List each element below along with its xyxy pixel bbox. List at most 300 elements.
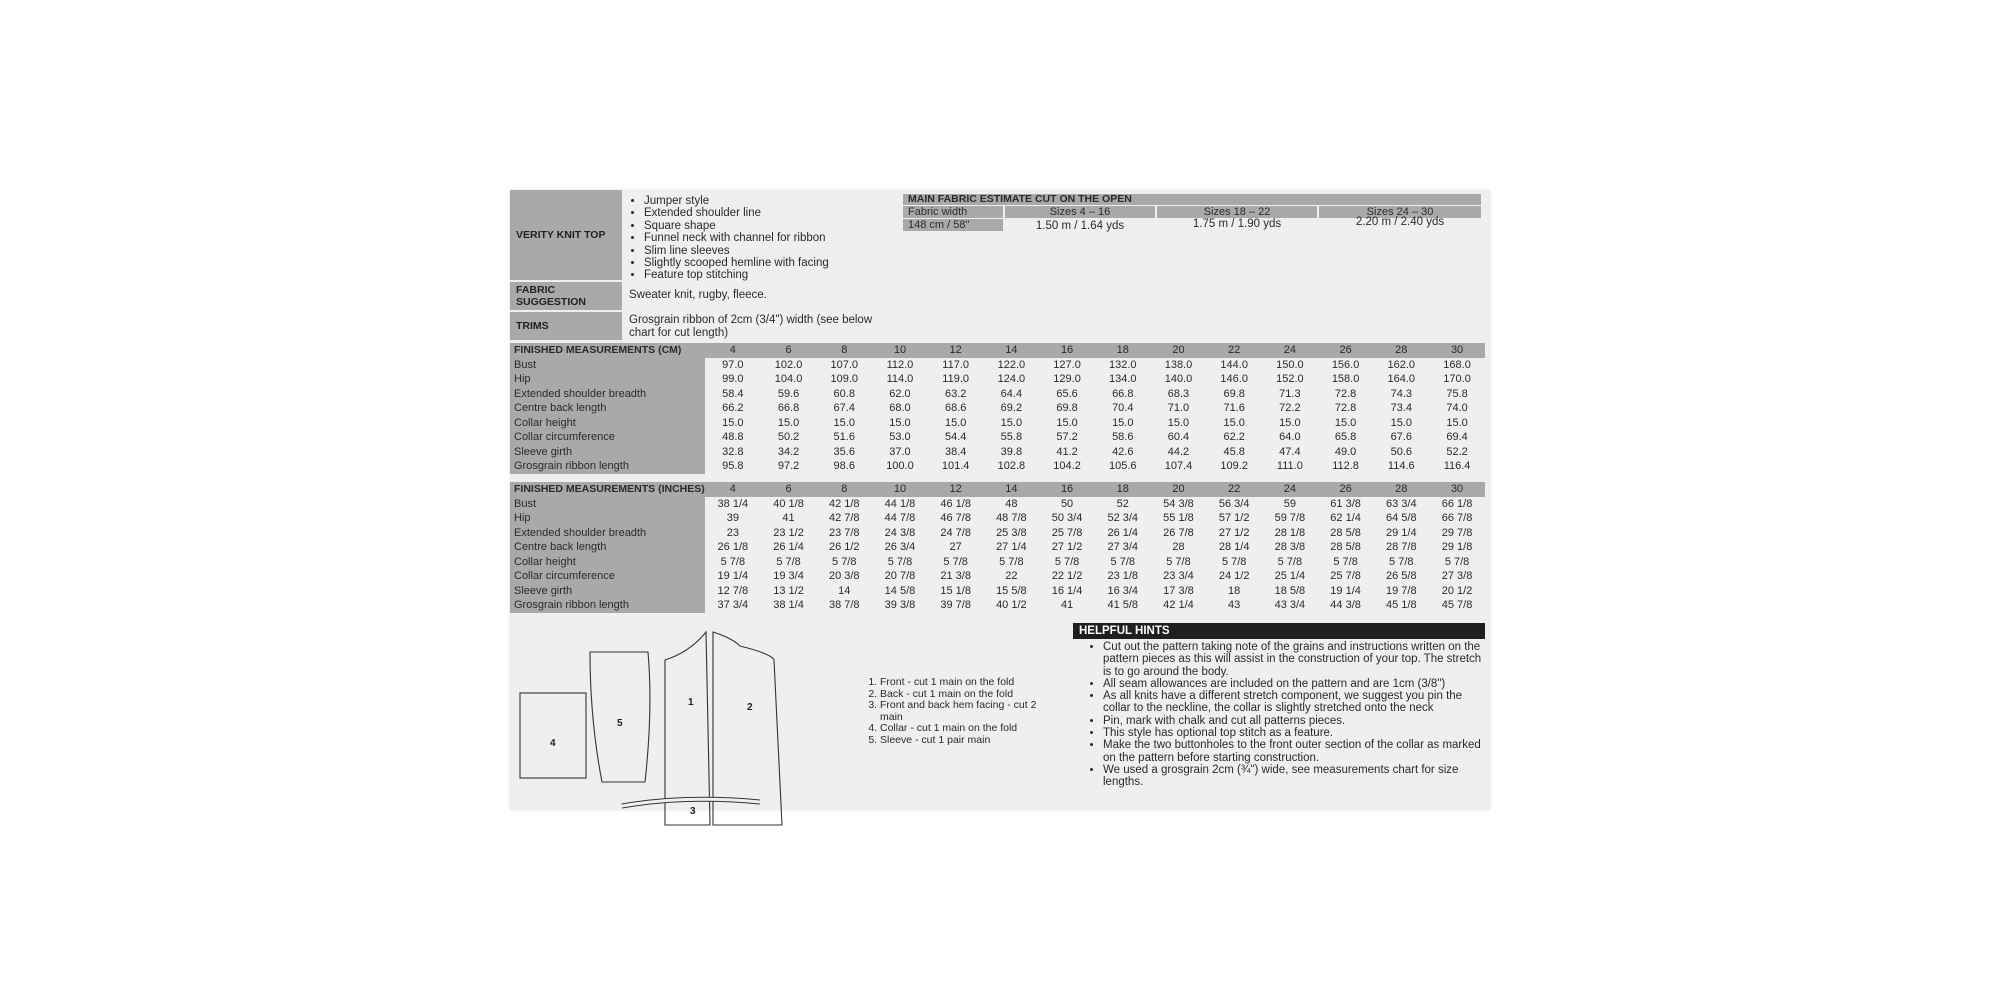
size-header: 24 — [1262, 482, 1318, 497]
back-piece — [713, 632, 782, 825]
measurement-value: 134.0 — [1109, 373, 1137, 386]
table-row — [510, 358, 1485, 373]
hint-item: • Make the two buttonholes to the front outer section of the collar as marked on the pattern before starting construction. — [1103, 739, 1485, 764]
fabric-estimate-value: 1.75 m / 1.90 yds — [1192, 218, 1282, 230]
trims-label: TRIMS — [510, 312, 622, 340]
measurement-value: 19 7/8 — [1385, 584, 1417, 597]
measurement-value: 15.0 — [833, 416, 855, 429]
size-header: 26 — [1318, 343, 1374, 358]
table-row — [510, 372, 1485, 387]
size-header: 8 — [816, 343, 872, 358]
measurement-value: 50.6 — [1390, 445, 1412, 458]
measurement-value: 41 5/8 — [1107, 599, 1139, 612]
measurement-value: 5 7/8 — [1110, 555, 1135, 568]
measurement-value: 156.0 — [1331, 358, 1360, 371]
measurement-value: 112.8 — [1332, 460, 1359, 473]
size-header: 30 — [1429, 482, 1485, 497]
measurement-value: 150.0 — [1276, 358, 1304, 371]
measurement-value: 26 1/8 — [717, 541, 749, 554]
measurement-value: 5 7/8 — [1277, 555, 1303, 568]
measurement-value: 54.4 — [944, 431, 967, 444]
piece-number-1: 1 — [688, 697, 694, 708]
measurement-value: 23 7/8 — [828, 526, 860, 539]
measurement-value: 146.0 — [1220, 373, 1248, 386]
fabric-width-value: 148 cm / 58" — [903, 219, 1003, 231]
hint-item: • As all knits have a different stretch component, we suggest you pin the collar to the neckline, the collar is slightly stretched onto the neck — [1103, 690, 1485, 715]
measurement-value: 97.2 — [777, 460, 800, 473]
measurement-value: 71.3 — [1279, 387, 1301, 400]
measurement-value: 22 — [1005, 570, 1018, 583]
measurement-value: 61 3/8 — [1330, 497, 1361, 510]
measurement-value: 44 1/8 — [884, 497, 916, 510]
table-row — [510, 511, 1485, 526]
table-row — [510, 497, 1485, 512]
measurement-value: 63.2 — [944, 387, 967, 400]
measurement-value: 41 — [1060, 599, 1074, 612]
measurement-value: 49.0 — [1334, 445, 1357, 458]
legend-item: 5. Sleeve - cut 1 pair main — [880, 735, 1055, 747]
table-row — [510, 526, 1485, 541]
measurement-value: 39 7/8 — [940, 599, 971, 612]
measurement-value: 52.2 — [1446, 445, 1468, 458]
measurement-value: 64.0 — [1279, 431, 1301, 444]
measurement-value: 27 — [949, 541, 962, 554]
measurement-value: 17 3/8 — [1163, 584, 1194, 597]
measurement-value: 21 3/8 — [940, 570, 971, 583]
measurement-value: 29 7/8 — [1441, 526, 1473, 539]
table-row — [510, 459, 1485, 474]
measurement-value: 28 3/8 — [1274, 541, 1306, 554]
measurement-value: 53.0 — [889, 431, 911, 444]
helpful-hints-title: HELPFUL HINTS — [1073, 623, 1485, 639]
measurement-value: 69.2 — [1000, 402, 1023, 415]
measurement-value: 16 1/4 — [1051, 584, 1083, 597]
measurement-value: 15.0 — [1390, 416, 1412, 429]
measurement-label: Collar circumference — [510, 569, 705, 584]
measurement-value: 48 7/8 — [996, 512, 1027, 525]
measurement-value: 170.0 — [1443, 373, 1471, 386]
measurement-value: 100.0 — [886, 460, 914, 473]
measurement-value: 102.8 — [997, 460, 1026, 473]
style-feature-item: • Slim line sleeves — [644, 245, 829, 257]
measurement-value: 43 3/4 — [1274, 599, 1306, 612]
measurement-value: 25 7/8 — [1330, 570, 1361, 583]
size-header: 4 — [705, 482, 761, 497]
measurement-value: 42 1/4 — [1163, 599, 1194, 612]
measurement-value: 27 3/8 — [1441, 570, 1473, 583]
table-row — [510, 555, 1485, 570]
measurement-value: 28 1/4 — [1218, 541, 1250, 554]
measurement-value: 27 1/4 — [996, 541, 1027, 554]
measurement-value: 37 3/4 — [717, 599, 749, 612]
measurement-value: 57.2 — [1056, 431, 1078, 444]
measurement-value: 66 1/8 — [1441, 497, 1473, 510]
size-header: 16 — [1039, 482, 1095, 497]
measurement-value: 12 7/8 — [717, 584, 749, 597]
measurement-value: 26 1/4 — [773, 541, 804, 554]
measurement-value: 5 7/8 — [887, 555, 913, 568]
measurement-value: 127.0 — [1053, 358, 1081, 371]
measurement-value: 56 3/4 — [1218, 497, 1250, 510]
helpful-hints-list — [1073, 641, 1485, 789]
table-row — [510, 598, 1485, 613]
measurement-value: 69.8 — [1056, 402, 1078, 415]
measurement-value: 112.0 — [886, 358, 914, 371]
measurement-value: 22 1/2 — [1051, 570, 1083, 583]
size-header: 30 — [1429, 343, 1485, 358]
measurement-value: 45 7/8 — [1441, 599, 1473, 612]
style-features-list — [628, 195, 829, 282]
measurement-value: 5 7/8 — [720, 555, 746, 568]
measurement-value: 5 7/8 — [1333, 555, 1358, 568]
measurement-value: 37.0 — [889, 445, 911, 458]
measurement-value: 102.0 — [774, 358, 803, 371]
style-feature-item: • Extended shoulder line — [644, 207, 829, 219]
hint-item: • All seam allowances are included on the pattern and are 1cm (3/8") — [1103, 678, 1485, 690]
measurement-value: 114.0 — [886, 373, 914, 386]
measurement-value: 15.0 — [1279, 416, 1301, 429]
measurement-value: 25 7/8 — [1051, 526, 1083, 539]
piece-number-4: 4 — [550, 738, 556, 749]
measurement-value: 20 3/8 — [828, 570, 860, 583]
measurement-value: 41.2 — [1056, 445, 1078, 458]
measurement-value: 23 — [726, 526, 739, 539]
measurement-value: 62 1/4 — [1330, 512, 1361, 525]
measurement-value: 168.0 — [1443, 358, 1471, 371]
measurement-label: Collar height — [510, 416, 705, 431]
measurement-value: 5 7/8 — [999, 555, 1024, 568]
measurement-label: Bust — [510, 497, 705, 512]
measurement-value: 50.2 — [777, 431, 800, 444]
measurement-value: 60.8 — [833, 387, 855, 400]
measurement-value: 5 7/8 — [943, 555, 968, 568]
measurement-value: 27 1/2 — [1051, 541, 1083, 554]
size-header: 6 — [761, 343, 817, 358]
measurement-value: 70.4 — [1112, 402, 1134, 415]
measurement-label: Bust — [510, 358, 705, 373]
measurement-value: 5 7/8 — [1166, 555, 1191, 568]
measurement-value: 5 7/8 — [832, 555, 857, 568]
measurement-value: 72.2 — [1279, 402, 1301, 415]
measurement-value: 104.2 — [1053, 460, 1081, 473]
measurement-value: 109.2 — [1220, 460, 1248, 473]
measurement-value: 63 3/4 — [1385, 497, 1417, 510]
size-header: 26 — [1318, 482, 1374, 497]
measurement-value: 66.2 — [722, 402, 744, 415]
measurement-value: 13 1/2 — [773, 584, 804, 597]
measurement-value: 65.6 — [1056, 387, 1078, 400]
size-range-header: Sizes 4 – 16 — [1005, 206, 1155, 218]
size-header: 28 — [1373, 482, 1429, 497]
measurement-value: 15.0 — [1446, 416, 1468, 429]
measurement-value: 129.0 — [1053, 373, 1081, 386]
measurement-value: 40 1/2 — [996, 599, 1027, 612]
measurement-value: 19 1/4 — [1330, 584, 1361, 597]
table-title: FINISHED MEASUREMENTS (CM) — [510, 343, 705, 358]
measurement-value: 51.6 — [833, 431, 855, 444]
size-header: 10 — [872, 482, 928, 497]
measurement-label: Centre back length — [510, 401, 705, 416]
measurement-value: 38 7/8 — [828, 599, 860, 612]
fabric-label: FABRIC SUGGESTION — [510, 282, 622, 310]
measurement-value: 71.6 — [1223, 402, 1245, 415]
measurement-label: Extended shoulder breadth — [510, 387, 705, 402]
measurement-value: 74.0 — [1446, 402, 1468, 415]
measurement-value: 19 1/4 — [717, 570, 749, 583]
table-row — [510, 387, 1485, 402]
measurement-value: 15.0 — [1223, 416, 1245, 429]
size-header: 14 — [984, 343, 1040, 358]
pattern-pieces-diagram — [510, 620, 855, 817]
size-header: 22 — [1206, 343, 1262, 358]
measurement-value: 42 1/8 — [828, 497, 860, 510]
style-feature-item: • Square shape — [644, 220, 829, 232]
measurement-value: 14 5/8 — [884, 584, 916, 597]
measurement-value: 59.6 — [777, 387, 800, 400]
measurement-value: 64.4 — [1000, 387, 1023, 400]
measurement-value: 119.0 — [942, 373, 970, 386]
measurement-value: 40 1/8 — [773, 497, 804, 510]
measurement-value: 140.0 — [1164, 373, 1193, 386]
size-header: 24 — [1262, 343, 1318, 358]
measurement-value: 26 5/8 — [1385, 570, 1417, 583]
measurement-value: 107.4 — [1164, 460, 1193, 473]
table-title: FINISHED MEASUREMENTS (INCHES) — [510, 482, 705, 497]
measurement-value: 38 1/4 — [717, 497, 749, 510]
measurement-value: 5 7/8 — [1389, 555, 1414, 568]
measurement-value: 52 — [1116, 497, 1129, 510]
measurement-label: Extended shoulder breadth — [510, 526, 705, 541]
measurement-value: 28 — [1172, 541, 1185, 554]
measurement-value: 5 7/8 — [1221, 555, 1247, 568]
measurement-value: 24 7/8 — [940, 526, 971, 539]
measurement-value: 29 1/4 — [1385, 526, 1417, 539]
measurement-value: 39 3/8 — [884, 599, 916, 612]
measurement-label: Collar circumference — [510, 430, 705, 445]
measurement-value: 50 3/4 — [1051, 512, 1083, 525]
measurement-value: 68.0 — [889, 402, 911, 415]
style-label: VERITY KNIT TOP — [510, 190, 622, 280]
measurement-label: Hip — [510, 372, 705, 387]
size-header: 12 — [928, 343, 984, 358]
size-header: 22 — [1206, 482, 1262, 497]
measurement-value: 59 7/8 — [1274, 512, 1306, 525]
table-row — [510, 430, 1485, 445]
table-row — [510, 569, 1485, 584]
measurement-value: 46 7/8 — [940, 512, 971, 525]
measurement-value: 66 7/8 — [1441, 512, 1473, 525]
style-feature-item: • Jumper style — [644, 195, 829, 207]
measurement-value: 98.6 — [833, 460, 855, 473]
measurement-value: 122.0 — [997, 358, 1026, 371]
measurement-label: Hip — [510, 511, 705, 526]
collar-piece — [520, 693, 586, 778]
measurement-value: 45 1/8 — [1385, 599, 1417, 612]
measurement-value: 58.6 — [1112, 431, 1134, 444]
measurement-value: 152.0 — [1276, 373, 1304, 386]
measurement-value: 164.0 — [1387, 373, 1416, 386]
measurement-value: 68.3 — [1167, 387, 1190, 400]
measurement-value: 15.0 — [889, 416, 911, 429]
measurement-value: 15 5/8 — [996, 584, 1027, 597]
measurement-value: 111.0 — [1276, 460, 1303, 473]
measurement-value: 144.0 — [1220, 358, 1248, 371]
measurement-value: 116.4 — [1443, 460, 1471, 473]
measurement-label: Grosgrain ribbon length — [510, 459, 705, 474]
measurement-value: 57 1/2 — [1218, 512, 1250, 525]
measurement-value: 54 3/8 — [1163, 497, 1194, 510]
measurement-value: 69.8 — [1223, 387, 1245, 400]
measurement-label: Collar height — [510, 555, 705, 570]
measurement-value: 65.8 — [1334, 431, 1357, 444]
measurement-value: 15.0 — [1167, 416, 1190, 429]
measurement-value: 26 1/2 — [828, 541, 860, 554]
measurement-value: 71.0 — [1167, 402, 1190, 415]
fabric-estimate-title: MAIN FABRIC ESTIMATE CUT ON THE OPEN — [903, 194, 1481, 205]
measurement-value: 101.4 — [941, 460, 970, 473]
measurement-value: 66.8 — [777, 402, 800, 415]
measurement-value: 48.8 — [722, 431, 744, 444]
measurement-value: 32.8 — [722, 445, 744, 458]
hint-item: • We used a grosgrain 2cm (¾") wide, see measurements chart for size lengths. — [1103, 764, 1485, 789]
measurement-value: 26 1/4 — [1107, 526, 1139, 539]
hint-item: • Cut out the pattern taking note of the grains and instructions written on the pattern pieces as this will assist in the construction of your top. The stretch is to go around the body. — [1103, 641, 1485, 678]
size-header: 14 — [984, 482, 1040, 497]
measurement-value: 24 3/8 — [884, 526, 916, 539]
legend-item: 4. Collar - cut 1 main on the fold — [880, 723, 1055, 735]
measurement-value: 28 7/8 — [1385, 541, 1417, 554]
measurement-value: 72.8 — [1334, 387, 1357, 400]
measurement-value: 35.6 — [833, 445, 855, 458]
measurement-value: 39 — [726, 512, 739, 525]
measurement-value: 29 1/8 — [1441, 541, 1473, 554]
measurement-value: 41 — [782, 512, 795, 525]
measurement-value: 42 7/8 — [828, 512, 860, 525]
piece-number-5: 5 — [617, 718, 623, 729]
measurement-value: 55 1/8 — [1163, 512, 1194, 525]
measurement-value: 18 — [1228, 584, 1241, 597]
measurement-value: 26 7/8 — [1163, 526, 1194, 539]
pattern-instruction-sheet — [510, 190, 1490, 817]
measurement-value: 23 1/8 — [1107, 570, 1139, 583]
finished-measurements-inches-table — [510, 482, 1485, 613]
size-header: 16 — [1039, 343, 1095, 358]
finished-measurements-cm-table — [510, 343, 1485, 474]
measurement-value: 99.0 — [722, 373, 744, 386]
legend-item: 2. Back - cut 1 main on the fold — [880, 689, 1055, 701]
measurement-value: 50 — [1060, 497, 1074, 510]
trims-value: Grosgrain ribbon of 2cm (3/4") width (see below chart for cut length) — [629, 314, 873, 339]
measurement-value: 24 1/2 — [1218, 570, 1250, 583]
measurement-value: 43 — [1228, 599, 1241, 612]
style-feature-item: • Funnel neck with channel for ribbon — [644, 232, 829, 244]
measurement-value: 105.6 — [1109, 460, 1137, 473]
measurement-value: 67.6 — [1390, 431, 1412, 444]
piece-number-3: 3 — [690, 806, 696, 817]
measurement-label: Sleeve girth — [510, 584, 705, 599]
measurement-value: 27 1/2 — [1218, 526, 1250, 539]
size-header: 6 — [761, 482, 817, 497]
measurement-value: 117.0 — [942, 358, 970, 371]
measurement-value: 48 — [1005, 497, 1018, 510]
table-row — [510, 401, 1485, 416]
measurement-value: 104.0 — [774, 373, 803, 386]
measurement-value: 38 1/4 — [773, 599, 804, 612]
measurement-value: 97.0 — [722, 358, 744, 371]
measurement-value: 74.3 — [1390, 387, 1412, 400]
measurement-value: 15.0 — [722, 416, 744, 429]
size-header: 18 — [1095, 343, 1151, 358]
measurement-value: 38.4 — [944, 445, 967, 458]
hint-item: • This style has optional top stitch as a feature. — [1103, 727, 1485, 739]
table-row — [510, 584, 1485, 599]
measurement-value: 16 3/4 — [1107, 584, 1139, 597]
hint-item: • Pin, mark with chalk and cut all patterns pieces. — [1103, 715, 1485, 727]
measurement-value: 62.2 — [1223, 431, 1245, 444]
table-header-row — [510, 482, 1485, 497]
measurement-value: 67.4 — [833, 402, 855, 415]
measurement-value: 138.0 — [1164, 358, 1193, 371]
size-header: 28 — [1373, 343, 1429, 358]
measurement-value: 68.6 — [944, 402, 967, 415]
measurement-value: 60.4 — [1167, 431, 1190, 444]
size-header: 20 — [1151, 482, 1207, 497]
measurement-value: 5 7/8 — [1444, 555, 1470, 568]
measurement-value: 23 3/4 — [1163, 570, 1194, 583]
size-header: 4 — [705, 343, 761, 358]
size-header: 8 — [816, 482, 872, 497]
measurement-value: 25 3/8 — [996, 526, 1027, 539]
size-header: 10 — [872, 343, 928, 358]
measurement-value: 59 — [1283, 497, 1296, 510]
measurement-value: 107.0 — [830, 358, 859, 371]
measurement-value: 73.4 — [1390, 402, 1412, 415]
measurement-value: 162.0 — [1387, 358, 1416, 371]
size-header: 20 — [1151, 343, 1207, 358]
measurement-label: Sleeve girth — [510, 445, 705, 460]
measurement-value: 15.0 — [944, 416, 967, 429]
measurement-value: 34.2 — [777, 445, 800, 458]
measurement-value: 52 3/4 — [1107, 512, 1139, 525]
measurement-value: 44.2 — [1167, 445, 1190, 458]
style-feature-item: • Feature top stitching — [644, 269, 829, 281]
fabric-width-label: Fabric width — [903, 206, 1003, 218]
measurement-value: 5 7/8 — [776, 555, 801, 568]
measurement-value: 114.6 — [1387, 460, 1415, 473]
fabric-suggestion: Sweater knit, rugby, fleece. — [629, 289, 767, 301]
measurement-value: 15.0 — [1056, 416, 1078, 429]
measurement-value: 15 1/8 — [940, 584, 971, 597]
front-piece — [665, 632, 710, 825]
measurement-value: 109.0 — [830, 373, 859, 386]
fabric-estimate-value: 2.20 m / 2.40 yds — [1355, 216, 1445, 228]
measurement-value: 26 3/4 — [884, 541, 916, 554]
measurement-value: 5 7/8 — [1054, 555, 1080, 568]
measurement-value: 66.8 — [1112, 387, 1134, 400]
measurement-value: 27 3/4 — [1107, 541, 1139, 554]
measurement-value: 158.0 — [1331, 373, 1360, 386]
measurement-value: 75.8 — [1446, 387, 1468, 400]
measurement-value: 19 3/4 — [773, 570, 804, 583]
size-range-header: Sizes 18 – 22 — [1157, 206, 1317, 218]
measurement-value: 15.0 — [1112, 416, 1134, 429]
measurement-value: 15.0 — [777, 416, 800, 429]
measurement-value: 25 1/4 — [1274, 570, 1306, 583]
table-header-row — [510, 343, 1485, 358]
size-header: 18 — [1095, 482, 1151, 497]
measurement-value: 28 5/8 — [1330, 526, 1361, 539]
table-row — [510, 540, 1485, 555]
